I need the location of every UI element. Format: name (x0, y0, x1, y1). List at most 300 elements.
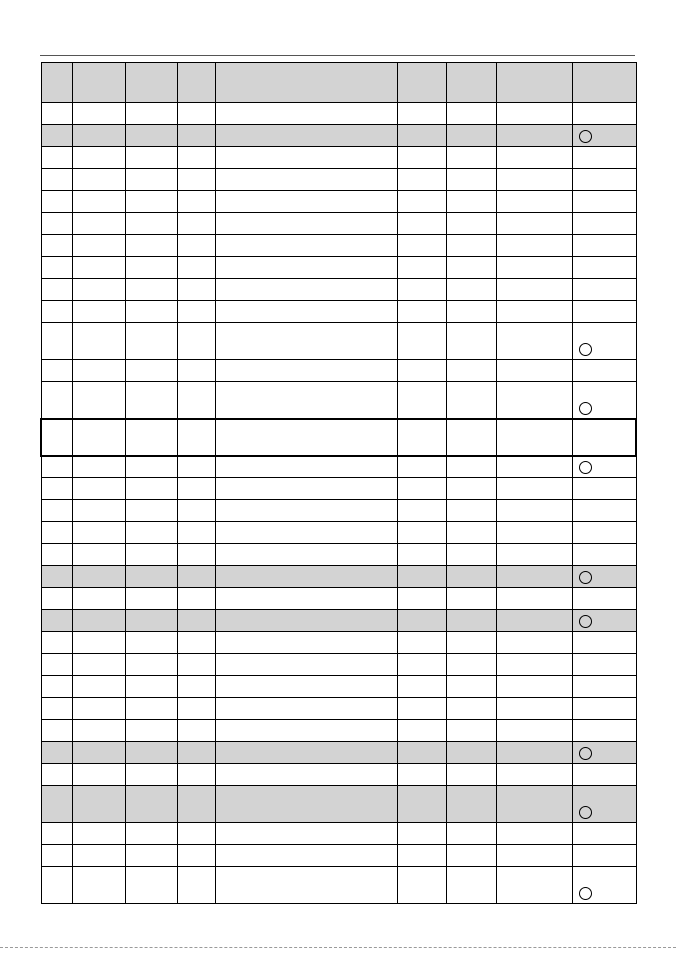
table-cell (125, 588, 177, 610)
table-cell (397, 632, 446, 654)
table-cell (215, 301, 397, 323)
table-cell (125, 213, 177, 235)
table-cell (41, 419, 72, 456)
table-row (41, 478, 636, 500)
table-cell (41, 588, 72, 610)
table-cell (215, 764, 397, 786)
table-row (41, 257, 636, 279)
table-cell (41, 323, 72, 360)
table-cell (446, 125, 496, 147)
table-cell (572, 323, 636, 360)
circle-icon (579, 461, 592, 474)
table-cell (215, 610, 397, 632)
table-cell (446, 301, 496, 323)
table-row (41, 522, 636, 544)
table-cell (496, 125, 572, 147)
table-cell (215, 676, 397, 698)
table-cell (446, 610, 496, 632)
table-cell (397, 610, 446, 632)
table-cell (177, 522, 215, 544)
table-cell (446, 654, 496, 676)
table-cell (446, 360, 496, 382)
table-cell (496, 698, 572, 720)
table-cell (496, 257, 572, 279)
table-cell (41, 279, 72, 301)
table-cell (41, 169, 72, 191)
table-cell (177, 823, 215, 845)
table-cell (41, 103, 72, 125)
table-cell (177, 720, 215, 742)
table-cell (572, 456, 636, 478)
table-cell (215, 544, 397, 566)
table-cell (397, 147, 446, 169)
table-cell (72, 823, 125, 845)
table-cell (496, 103, 572, 125)
table-cell (72, 456, 125, 478)
table-cell (397, 720, 446, 742)
table-cell (496, 720, 572, 742)
table-cell (72, 764, 125, 786)
table-cell (446, 382, 496, 419)
table-cell (177, 742, 215, 764)
table-cell (41, 867, 72, 904)
table-cell (177, 419, 215, 456)
table-cell (215, 522, 397, 544)
table-cell (177, 213, 215, 235)
table-cell (215, 323, 397, 360)
table-cell (496, 742, 572, 764)
table-cell (72, 213, 125, 235)
table-cell (572, 610, 636, 632)
table-cell (397, 103, 446, 125)
table-cell (125, 500, 177, 522)
table-cell (125, 169, 177, 191)
table-header-row (41, 63, 636, 103)
table-row (41, 456, 636, 478)
table-cell (397, 191, 446, 213)
table-cell (446, 566, 496, 588)
table-cell (125, 764, 177, 786)
table-cell (215, 360, 397, 382)
table-cell (572, 257, 636, 279)
table-cell (215, 213, 397, 235)
table-cell (125, 478, 177, 500)
table-cell (177, 279, 215, 301)
table-cell (215, 257, 397, 279)
table-cell (446, 676, 496, 698)
table-cell (177, 867, 215, 904)
header-cell (125, 63, 177, 103)
table-cell (41, 382, 72, 419)
header-cell (496, 63, 572, 103)
table-cell (446, 786, 496, 823)
table-cell (72, 301, 125, 323)
table-row (41, 742, 636, 764)
table-cell (572, 566, 636, 588)
table-cell (215, 478, 397, 500)
table-cell (72, 786, 125, 823)
table-cell (215, 191, 397, 213)
table-cell (177, 632, 215, 654)
table-cell (215, 419, 397, 456)
table-row (41, 500, 636, 522)
table-cell (397, 544, 446, 566)
table-cell (572, 654, 636, 676)
table-cell (41, 610, 72, 632)
table-cell (446, 191, 496, 213)
circle-icon (579, 343, 592, 356)
table-row (41, 301, 636, 323)
table-cell (446, 169, 496, 191)
table-cell (496, 566, 572, 588)
table-cell (572, 191, 636, 213)
table-cell (41, 654, 72, 676)
table-cell (397, 764, 446, 786)
table-cell (496, 382, 572, 419)
table-cell (177, 845, 215, 867)
table-cell (177, 676, 215, 698)
table-cell (72, 544, 125, 566)
table-cell (125, 522, 177, 544)
table-cell (177, 478, 215, 500)
table-cell (125, 147, 177, 169)
table-cell (177, 786, 215, 823)
table-cell (41, 500, 72, 522)
table-cell (41, 125, 72, 147)
table-cell (397, 698, 446, 720)
table-cell (72, 125, 125, 147)
table-cell (125, 125, 177, 147)
table-cell (572, 235, 636, 257)
table-cell (125, 279, 177, 301)
table-cell (572, 169, 636, 191)
table-cell (177, 654, 215, 676)
table-cell (397, 169, 446, 191)
table-cell (215, 500, 397, 522)
table-cell (177, 698, 215, 720)
table-cell (125, 742, 177, 764)
table-cell (397, 257, 446, 279)
table-cell (72, 103, 125, 125)
table-cell (572, 786, 636, 823)
table-row (41, 323, 636, 360)
table-cell (496, 845, 572, 867)
table-cell (72, 742, 125, 764)
table-cell (177, 235, 215, 257)
table-cell (177, 191, 215, 213)
table-cell (572, 588, 636, 610)
table-cell (496, 191, 572, 213)
table-cell (72, 566, 125, 588)
table-cell (72, 147, 125, 169)
table-cell (397, 456, 446, 478)
table-cell (572, 382, 636, 419)
table-row (41, 786, 636, 823)
table-cell (177, 764, 215, 786)
table-cell (215, 867, 397, 904)
table-row (41, 125, 636, 147)
table-cell (125, 632, 177, 654)
table-row (41, 845, 636, 867)
table-cell (496, 764, 572, 786)
table-cell (72, 867, 125, 904)
table-cell (177, 610, 215, 632)
table-cell (446, 544, 496, 566)
top-rule (40, 55, 635, 56)
table-cell (177, 566, 215, 588)
table-cell (446, 867, 496, 904)
table-cell (397, 676, 446, 698)
table-cell (446, 588, 496, 610)
table-cell (446, 522, 496, 544)
table-cell (572, 522, 636, 544)
table-cell (215, 103, 397, 125)
table-row (41, 147, 636, 169)
table-row (41, 419, 636, 456)
table-cell (215, 742, 397, 764)
table-cell (496, 544, 572, 566)
table-cell (496, 213, 572, 235)
table-cell (572, 147, 636, 169)
table-cell (215, 698, 397, 720)
table-cell (446, 845, 496, 867)
table-cell (125, 544, 177, 566)
circle-icon (579, 887, 592, 900)
table-cell (397, 845, 446, 867)
table-cell (41, 360, 72, 382)
table-cell (177, 147, 215, 169)
header-cell (72, 63, 125, 103)
table-cell (41, 522, 72, 544)
table-cell (125, 698, 177, 720)
table-cell (572, 213, 636, 235)
table-cell (572, 544, 636, 566)
table-cell (496, 676, 572, 698)
table-cell (397, 522, 446, 544)
table-cell (572, 698, 636, 720)
parameter-table (40, 62, 637, 904)
table-cell (446, 279, 496, 301)
table-cell (72, 522, 125, 544)
table-cell (496, 478, 572, 500)
table-row (41, 169, 636, 191)
table-row (41, 698, 636, 720)
table-cell (177, 323, 215, 360)
table-cell (41, 632, 72, 654)
table-cell (215, 720, 397, 742)
table-row (41, 544, 636, 566)
table-cell (572, 823, 636, 845)
table-cell (177, 103, 215, 125)
table-cell (215, 147, 397, 169)
table-cell (397, 500, 446, 522)
table-cell (496, 632, 572, 654)
circle-icon (579, 402, 592, 415)
table-cell (496, 867, 572, 904)
table-cell (215, 456, 397, 478)
table-cell (572, 632, 636, 654)
table-cell (397, 301, 446, 323)
circle-icon (579, 571, 592, 584)
header-cell (177, 63, 215, 103)
table-cell (125, 301, 177, 323)
table-cell (572, 478, 636, 500)
table-cell (215, 588, 397, 610)
table-cell (572, 764, 636, 786)
table-cell (125, 867, 177, 904)
circle-icon (579, 130, 592, 143)
table-cell (496, 323, 572, 360)
table-cell (446, 632, 496, 654)
table-cell (446, 213, 496, 235)
table-cell (72, 654, 125, 676)
table-cell (125, 654, 177, 676)
table-cell (397, 382, 446, 419)
table-cell (41, 478, 72, 500)
table-cell (397, 213, 446, 235)
table-cell (446, 742, 496, 764)
table-cell (496, 786, 572, 823)
table-cell (215, 382, 397, 419)
table-cell (177, 360, 215, 382)
table-cell (72, 500, 125, 522)
table-cell (41, 191, 72, 213)
table-cell (446, 419, 496, 456)
table-cell (41, 823, 72, 845)
table-cell (572, 360, 636, 382)
table-cell (215, 125, 397, 147)
table-cell (215, 786, 397, 823)
table-row (41, 867, 636, 904)
table-cell (72, 478, 125, 500)
table-cell (72, 382, 125, 419)
table-cell (572, 867, 636, 904)
table-cell (397, 566, 446, 588)
table-cell (397, 478, 446, 500)
table-cell (215, 823, 397, 845)
table-body (41, 103, 636, 904)
table-cell (41, 147, 72, 169)
table-cell (572, 125, 636, 147)
table-cell (446, 456, 496, 478)
table-cell (446, 103, 496, 125)
table-cell (572, 301, 636, 323)
table-row (41, 566, 636, 588)
table-cell (41, 720, 72, 742)
table-cell (496, 169, 572, 191)
table-cell (177, 257, 215, 279)
table-cell (125, 456, 177, 478)
table-row (41, 382, 636, 419)
table-cell (177, 301, 215, 323)
table-cell (572, 279, 636, 301)
table-cell (125, 323, 177, 360)
table-cell (446, 235, 496, 257)
header-cell (446, 63, 496, 103)
table-cell (397, 823, 446, 845)
table-cell (177, 382, 215, 419)
table-cell (41, 456, 72, 478)
circle-icon (579, 806, 592, 819)
table-cell (41, 764, 72, 786)
table-cell (397, 742, 446, 764)
table-cell (72, 235, 125, 257)
table-cell (215, 632, 397, 654)
table-row (41, 764, 636, 786)
table-row (41, 610, 636, 632)
table-cell (72, 169, 125, 191)
table-cell (41, 257, 72, 279)
table-row (41, 823, 636, 845)
circle-icon (579, 747, 592, 760)
table-cell (572, 103, 636, 125)
table-cell (572, 676, 636, 698)
table-cell (215, 845, 397, 867)
table-cell (572, 742, 636, 764)
table-cell (496, 654, 572, 676)
table-cell (72, 632, 125, 654)
table-cell (41, 301, 72, 323)
table-cell (215, 235, 397, 257)
table-cell (446, 720, 496, 742)
table-cell (125, 823, 177, 845)
table-cell (397, 419, 446, 456)
table-cell (125, 566, 177, 588)
circle-icon (579, 615, 592, 628)
table-cell (41, 544, 72, 566)
table-cell (177, 169, 215, 191)
table-row (41, 654, 636, 676)
table-cell (446, 823, 496, 845)
table-cell (177, 588, 215, 610)
table-row (41, 676, 636, 698)
table-cell (41, 786, 72, 823)
table-cell (496, 522, 572, 544)
table-row (41, 235, 636, 257)
table-cell (125, 235, 177, 257)
table-cell (41, 566, 72, 588)
header-cell (572, 63, 636, 103)
table-cell (572, 720, 636, 742)
table-cell (125, 382, 177, 419)
table-cell (41, 235, 72, 257)
table-cell (125, 257, 177, 279)
table-row (41, 279, 636, 301)
table-cell (177, 125, 215, 147)
table-cell (41, 698, 72, 720)
table-cell (446, 323, 496, 360)
table-cell (496, 456, 572, 478)
table-cell (397, 235, 446, 257)
table-cell (125, 610, 177, 632)
table-cell (72, 419, 125, 456)
table-cell (215, 169, 397, 191)
table-row (41, 213, 636, 235)
table-cell (72, 676, 125, 698)
table-cell (496, 419, 572, 456)
table-cell (397, 786, 446, 823)
table-cell (496, 823, 572, 845)
table-cell (446, 257, 496, 279)
table-cell (446, 500, 496, 522)
table-cell (397, 654, 446, 676)
table-cell (125, 786, 177, 823)
table-cell (446, 147, 496, 169)
table-row (41, 191, 636, 213)
table-cell (215, 279, 397, 301)
table-row (41, 720, 636, 742)
table-cell (496, 360, 572, 382)
